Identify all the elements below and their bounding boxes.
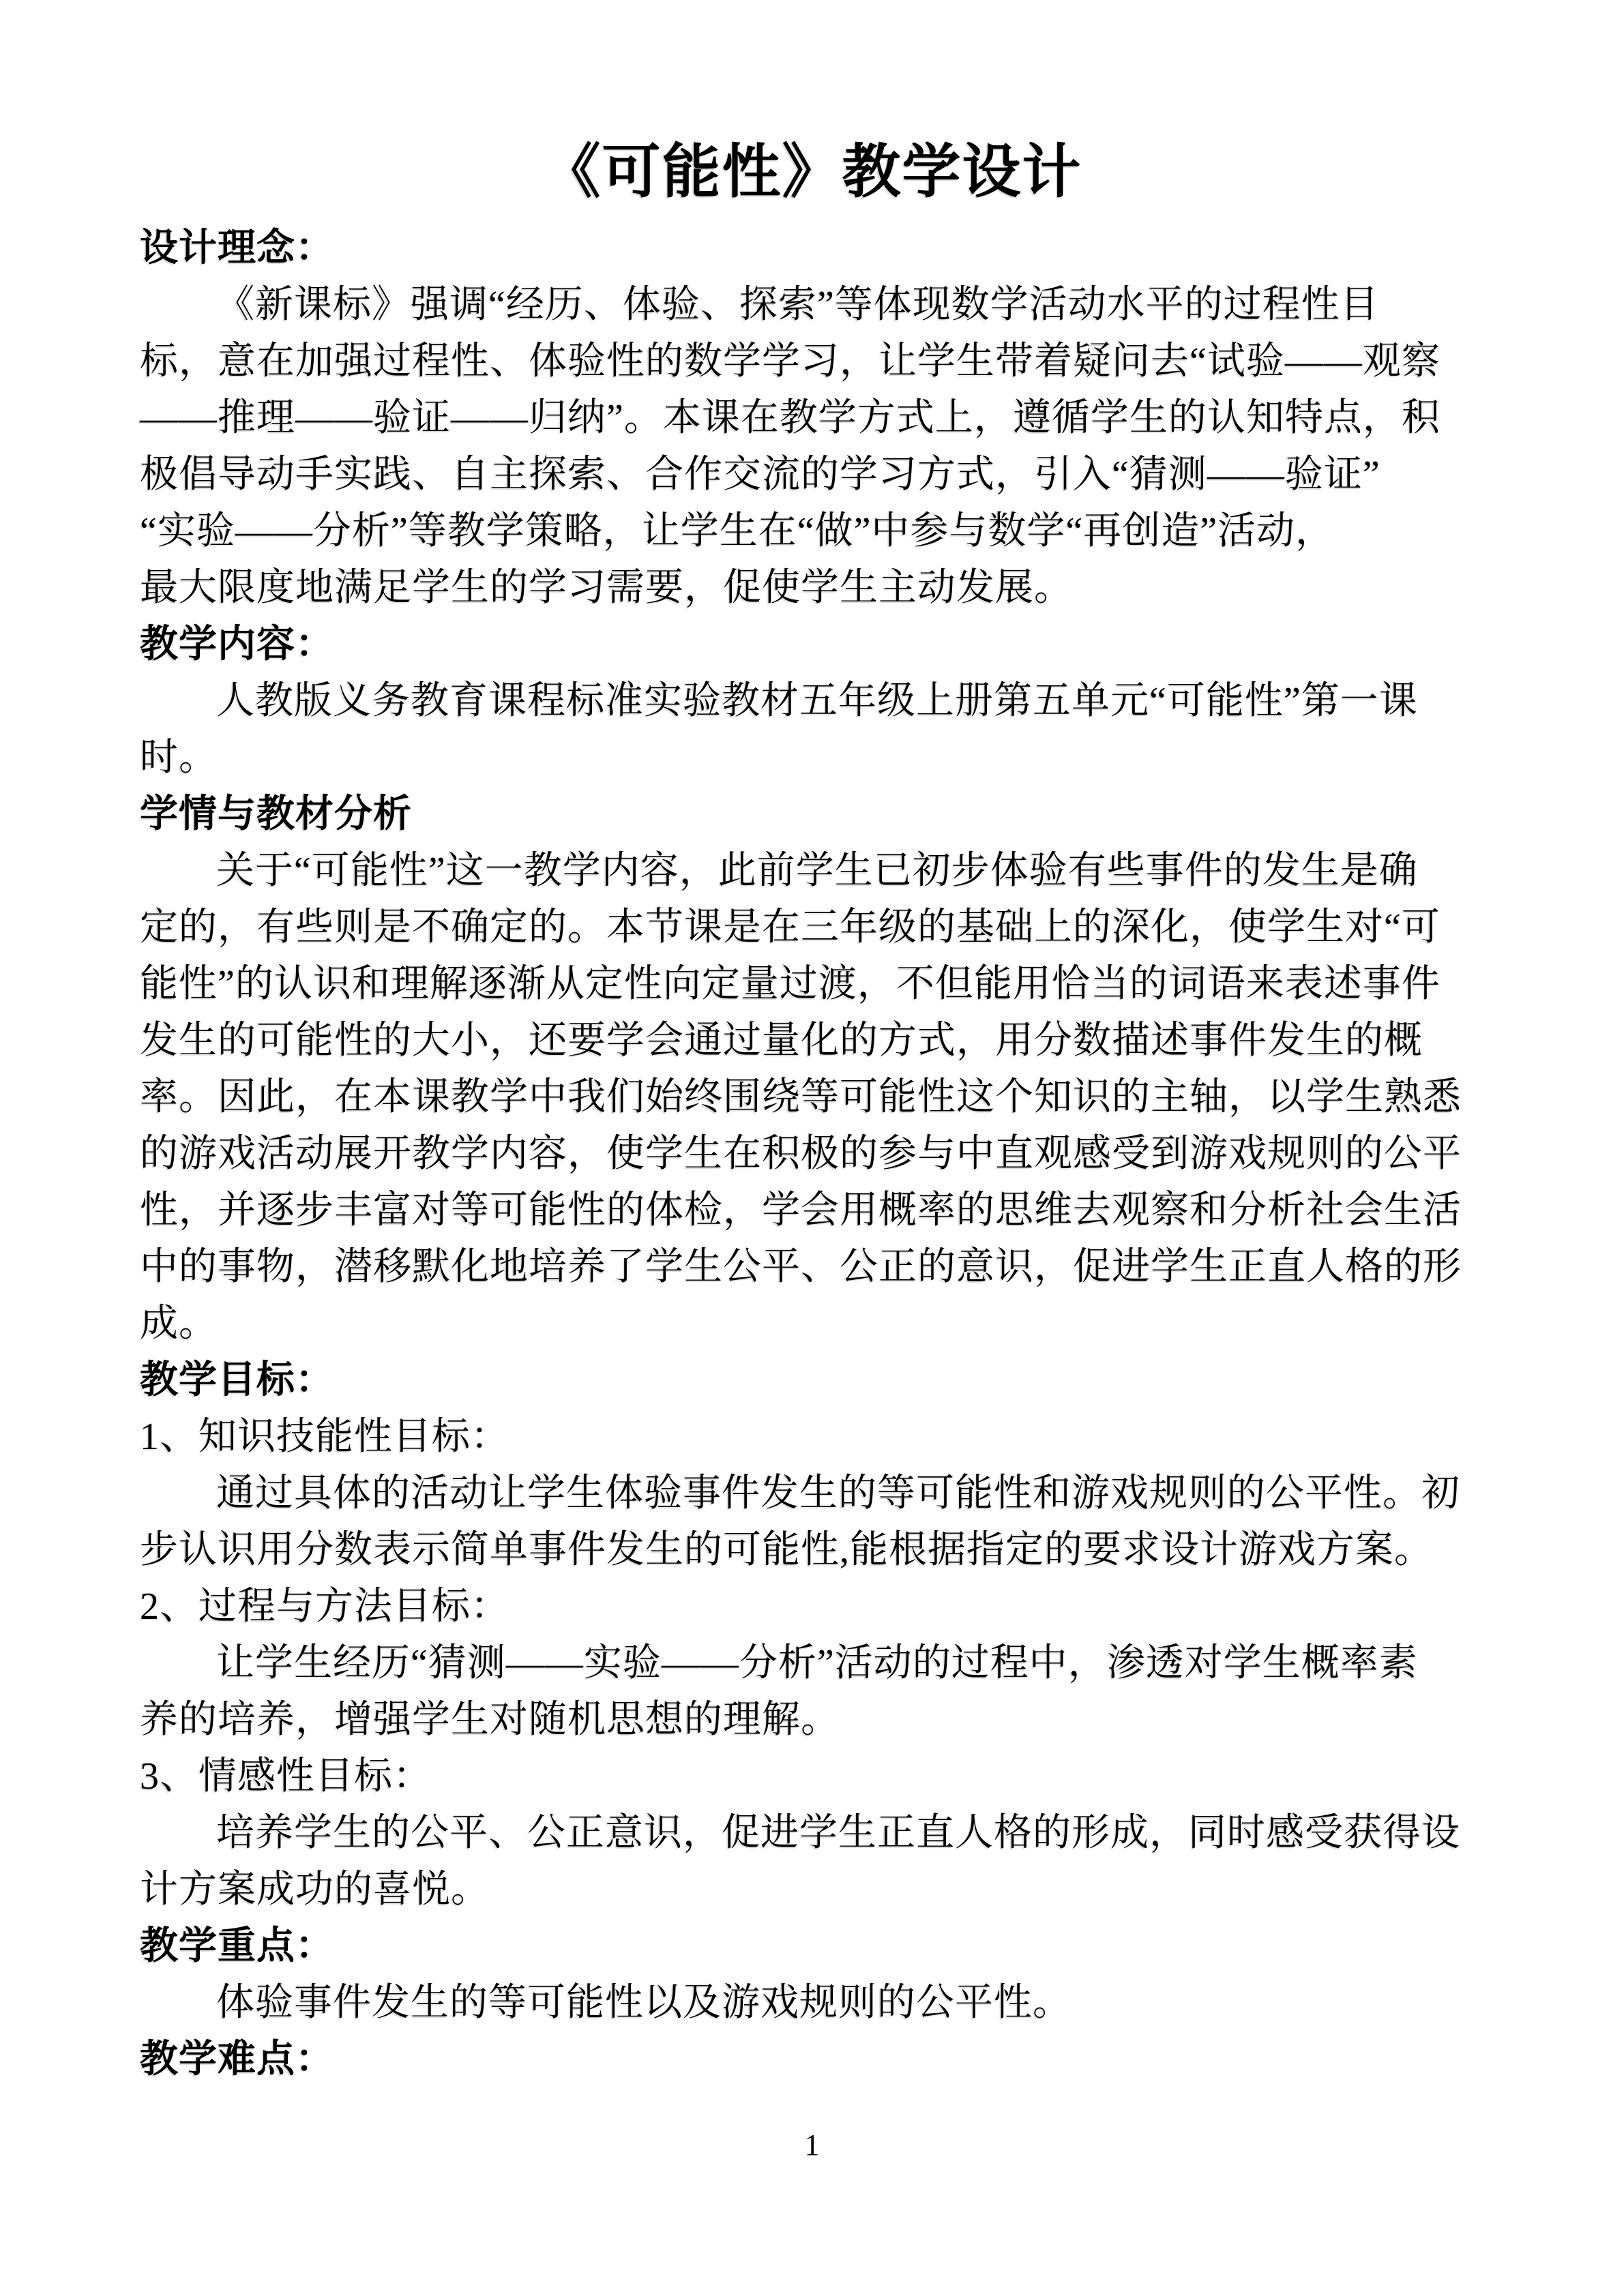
- text-line: 的游戏活动展开教学内容，使学生在积极的参与中直观感受到游戏规则的公平: [140, 1133, 1462, 1175]
- text-line: 极倡导动手实践、自主探索、合作交流的学习方式，引入“猜测——验证”: [140, 453, 1381, 496]
- document-body: [140, 220, 1482, 2088]
- text-line: 率。因此，在本课教学中我们始终围绕等可能性这个知识的主轴，以学生熟悉: [140, 1076, 1462, 1118]
- section-heading: 教学重点：: [140, 1925, 334, 1967]
- section-heading: 学情与教材分析: [140, 793, 412, 835]
- paragraph-first-line: 让学生经历“猜测——实验——分析”活动的过程中，渗透对学生概率素: [216, 1642, 1418, 1684]
- paragraph-first-line: 体验事件发生的等可能性以及游戏规则的公平性。: [216, 1982, 1072, 2024]
- text-line: 定的，有些则是不确定的。本节课是在三年级的基础上的深化，使学生对“可: [140, 906, 1441, 949]
- section-heading: 教学目标：: [140, 1359, 334, 1401]
- paragraph-first-line: 关于“可能性”这一教学内容，此前学生已初步体验有些事件的发生是确: [216, 850, 1418, 892]
- paragraph-first-line: 培养学生的公平、公正意识，促进学生正直人格的形成，同时感受获得设: [216, 1812, 1460, 1854]
- text-line: 时。: [140, 736, 218, 779]
- text-line: 步认识用分数表示简单事件发生的可能性,能根据指定的要求设计游戏方案。: [140, 1529, 1433, 1571]
- numbered-item: 1、知识技能性目标：: [140, 1416, 510, 1458]
- text-line: “实验——分析”等教学策略，让学生在“做”中参与数学“再创造”活动，: [140, 510, 1335, 552]
- paragraph-first-line: 《新课标》强调“经历、体验、探索”等体现数学活动水平的过程性目: [216, 284, 1379, 326]
- document-title: 《可能性》教学设计: [542, 139, 1082, 205]
- text-line: ——推理——验证——归纳”。本课在教学方式上，遵循学生的认知特点，积: [140, 397, 1441, 439]
- section-heading: 教学难点：: [140, 2038, 334, 2081]
- text-line: 最大限度地满足学生的学习需要，促使学生主动发展。: [140, 567, 1073, 609]
- text-line: 性，并逐步丰富对等可能性的体检，学会用概率的思维去观察和分析社会生活: [140, 1189, 1462, 1232]
- page-number: 1: [804, 2128, 820, 2162]
- numbered-item: 3、情感性目标：: [140, 1755, 432, 1798]
- text-line: 成。: [140, 1302, 218, 1345]
- text-line: 养的培养，增强学生对随机思想的理解。: [140, 1699, 840, 1741]
- section-heading: 教学内容：: [140, 623, 334, 666]
- section-heading: 设计理念：: [140, 227, 334, 269]
- text-line: 发生的可能性的大小，还要学会通过量化的方式，用分数描述事件发生的概: [140, 1019, 1423, 1062]
- text-line: 能性”的认识和理解逐渐从定性向定量过渡，不但能用恰当的词语来表述事件: [140, 963, 1441, 1005]
- text-line: 标，意在加强过程性、体验性的数学学习，让学生带着疑问去“试验——观察: [140, 340, 1441, 383]
- numbered-item: 2、过程与方法目标：: [140, 1585, 510, 1628]
- paragraph-first-line: 人教版义务教育课程标准实验教材五年级上册第五单元“可能性”第一课: [216, 680, 1418, 722]
- paragraph-first-line: 通过具体的活动让学生体验事件发生的等可能性和游戏规则的公平性。初: [216, 1472, 1460, 1515]
- text-line: 计方案成功的喜悦。: [140, 1868, 490, 1911]
- text-line: 中的事物，潜移默化地培养了学生公平、公正的意识，促进学生正直人格的形: [140, 1246, 1462, 1288]
